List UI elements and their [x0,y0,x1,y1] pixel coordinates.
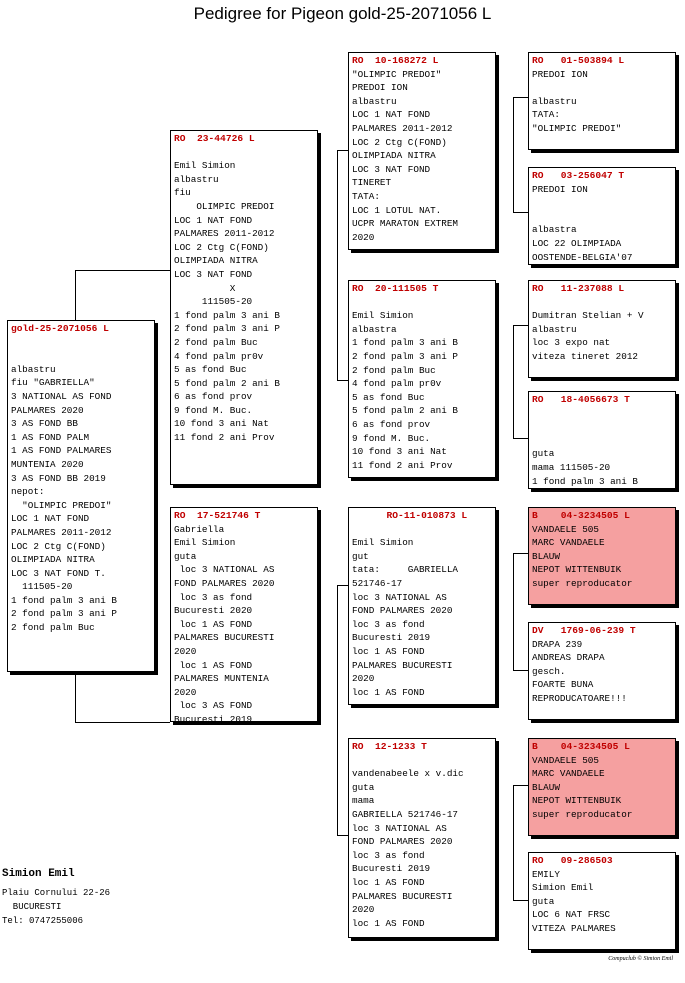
owner-phone: Tel: 0747255006 [2,916,84,926]
pigeon-detail-line: GABRIELLA 521746-17 [352,808,459,820]
ggp-dds-card [528,738,676,836]
connector-line [75,270,170,271]
pigeon-detail-line: loc 3 as fond [352,849,425,861]
pigeon-ring-id: RO 10-168272 L [352,55,439,66]
pigeon-detail-line: NEPOT WITTENBUIK [532,795,622,807]
pigeon-detail-line: albastra [352,323,397,335]
pigeon-detail-line: 1 fond palm 3 ani B [352,337,459,349]
dam-card [170,507,318,722]
pigeon-details [532,68,672,136]
pigeon-detail-line: LOC 3 NAT FOND [174,268,253,280]
pigeon-detail-line [352,296,492,310]
pigeon-detail-line: loc 3 NATIONAL AS [352,822,447,834]
pigeon-detail-line: FOND PALMARES 2020 [352,605,453,617]
pigeon-ring-id: gold-25-2071056 L [11,323,109,334]
pigeon-detail-line: 3 NATIONAL AS FOND [11,390,112,402]
pigeon-detail-line: Emil Simion [352,310,414,322]
ggp-ddd-card [528,852,676,950]
pigeon-detail-line: fiu [174,187,191,199]
connector-line [513,785,528,786]
pigeon-detail-line: loc 3 expo nat [532,337,611,349]
connector-line [513,97,514,212]
pigeon-detail-line: loc 3 as fond [352,618,425,630]
pigeon-detail-line: LOC 22 OLIMPIADA [532,237,622,249]
pigeon-detail-line: loc 3 AS FOND [174,700,253,712]
pigeon-details [532,868,672,936]
pigeon-details [532,754,672,822]
pigeon-detail-line: PALMARES BUCURESTI [352,890,453,902]
pigeon-detail-line: 4 fond palm pr0v [352,378,442,390]
pigeon-detail-line: PALMARES 2011-2012 [174,228,275,240]
pigeon-detail-line: NEPOT WITTENBUIK [532,564,622,576]
pigeon-detail-line: loc 1 AS FOND [174,618,253,630]
pigeon-ring-id: B 04-3234505 L [532,510,630,521]
pigeon-detail-line: BLAUW [532,781,560,793]
connector-line [75,722,170,723]
pigeon-detail-line: 111505-20 [11,581,73,593]
pigeon-detail-line [532,434,672,448]
pigeon-ring-id: RO 18-4056673 T [532,394,630,405]
connector-line [513,97,528,98]
pigeon-detail-line: 5 fond palm 2 ani B [174,377,281,389]
pigeon-detail-line: ANDREAS DRAPA [532,652,605,664]
ggp-sss-card [528,52,676,150]
pigeon-detail-line: loc 1 AS FOND [352,645,425,657]
pigeon-detail-line: 10 fond 3 ani Nat [174,418,269,430]
ggp-dss-card [528,507,676,605]
pigeon-detail-line: albastru [352,95,397,107]
pigeon-ring-id: B 04-3234505 L [532,741,630,752]
connector-line [337,380,348,381]
pigeon-detail-line: loc 3 as fond [174,591,253,603]
page-title: Pedigree for Pigeon gold-25-2071056 L [193,4,492,23]
connector-line [513,325,528,326]
pigeon-ring-id: RO 03-256047 T [532,170,625,181]
pigeon-detail-line [532,210,672,224]
pigeon-detail-line: 2 fond palm 3 ani P [352,350,459,362]
sire-card [170,130,318,485]
pigeon-detail-line: EMILY [532,868,560,880]
pigeon-detail-line [174,146,314,160]
connector-line [337,835,348,836]
connector-line [337,150,348,151]
pigeon-detail-line: LOC 1 LOTUL NAT. [352,204,442,216]
pigeon-detail-line: OLIMPIADA NITRA [352,150,436,162]
pigeon-detail-line: BLAUW [532,550,560,562]
pigeon-detail-line: 5 as fond Buc [352,391,425,403]
pigeon-detail-line: Bucuresti 2019 [352,863,431,875]
pigeon-detail-line: Bucuresti 2019 [352,632,431,644]
pigeon-detail-line: VITEZA PALMARES [532,922,616,934]
ggp-sds-card [528,280,676,378]
pigeon-detail-line: X [174,282,236,294]
pigeon-details [174,523,314,722]
pigeon-detail-line: 2020 [174,645,197,657]
pigeon-detail-line: 2 fond palm Buc [11,622,95,634]
pigeon-ring-id: RO 12-1233 T [352,741,427,752]
pigeon-detail-line: VANDAELE 505 [532,523,599,535]
pigeon-detail-line: PALMARES BUCURESTI [174,632,275,644]
pigeon-detail-line: 1 fond palm 3 ani B [174,309,281,321]
pigeon-detail-line: MUNTENIA 2020 [11,458,84,470]
connector-line [75,270,76,322]
connector-line [513,900,528,901]
pigeon-detail-line: 111505-20 [174,296,253,308]
ggp-dsd-card [528,622,676,720]
pigeon-detail-line: albastra [532,224,577,236]
connector-line [337,150,338,380]
pigeon-detail-line: LOC 2 Ctg C(FOND) [11,540,106,552]
pigeon-detail-line: 1 fond palm 3 ani B [11,594,118,606]
pigeon-detail-line: super reproducator [532,808,633,820]
pigeon-detail-line: albastru [532,323,577,335]
pigeon-detail-line: loc 1 AS FOND [174,659,253,671]
pigeon-detail-line: LOC 1 NAT FOND [11,513,90,525]
pigeon-detail-line: DRAPA 239 [532,638,583,650]
pigeon-detail-line: viteza tineret 2012 [532,350,639,362]
pigeon-detail-line: TATA: [352,190,380,202]
pigeon-detail-line: LOC 2 Ctg C(FOND) [352,136,447,148]
pigeon-ring-id: RO-11-010873 L [352,510,468,521]
pigeon-detail-line: "OLIMPIC PREDOI" [352,68,442,80]
pigeon-detail-line: albastru [532,95,577,107]
pigeon-ring-id: RO 17-521746 T [174,510,261,521]
pigeon-detail-line: Emil Simion [174,537,236,549]
pigeon-detail-line: PALMARES 2011-2012 [11,526,112,538]
pigeon-details [532,296,672,364]
pigeon-ring-id: RO 20-111505 T [352,283,439,294]
connector-line [513,438,528,439]
connector-line [337,585,338,835]
owner-address: Plaiu Cornului 22-26 [2,888,111,898]
ggp-sdd-card [528,391,676,489]
pigeon-details [532,638,672,706]
pigeon-detail-line: 6 as fond prov [174,391,253,403]
pigeon-details [352,296,492,473]
pigeon-detail-line: PALMARES BUCURESTI [352,659,453,671]
pigeon-detail-line: MARC VANDAELE [532,768,605,780]
pigeon-details [532,407,672,489]
pigeon-detail-line: OOSTENDE-BELGIA'07 [532,251,633,263]
pigeon-ring-id: RO 09-286503 [532,855,613,866]
pigeon-detail-line: 9 fond M. Buc. [174,404,253,416]
pigeon-detail-line: 1 fond palm 3 ani B [532,475,639,487]
pigeon-detail-line: fiu "GABRIELLA" [11,377,95,389]
pigeon-detail-line: 1 AS FOND PALMARES [11,445,112,457]
pigeon-detail-line [352,523,492,537]
pigeon-details [352,68,492,245]
pigeon-detail-line: LOC 1 NAT FOND [174,214,253,226]
pigeon-detail-line: gut [352,550,369,562]
pigeon-detail-line: 521746-17 [352,577,403,589]
pigeon-details [11,336,151,635]
pigeon-detail-line: "OLIMPIC PREDOI" [11,499,112,511]
connector-line [513,670,528,671]
pigeon-detail-line: 2020 [174,686,197,698]
pigeon-detail-line: MARC VANDAELE [532,537,605,549]
pigeon-detail-line: PREDOI ION [352,82,408,94]
pigeon-detail-line: REPRODUCATOARE!!! [532,692,627,704]
pigeon-details [532,183,672,265]
pigeon-details [352,754,492,931]
pigeon-detail-line: Gabriella [174,523,225,535]
pigeon-details [352,523,492,700]
pigeon-detail-line: PREDOI ION [532,183,588,195]
pigeon-detail-line: mama [352,795,375,807]
pigeon-detail-line: LOC 2 Ctg C(FOND) [174,241,269,253]
sire-dam-card [348,280,496,478]
pigeon-detail-line: UCPR MARATON EXTREM [352,218,459,230]
pigeon-detail-line: 9 fond M. Buc. [352,432,431,444]
connector-line [513,785,514,900]
pigeon-detail-line: LOC 6 NAT FRSC [532,909,611,921]
pigeon-detail-line: 2 fond palm 3 ani P [174,323,281,335]
pigeon-detail-line: 4 fond palm pr0v [174,350,264,362]
pigeon-detail-line [532,407,672,421]
pigeon-detail-line: FOND PALMARES 2020 [174,577,275,589]
pigeon-detail-line: 11 fond 2 ani Prov [352,459,453,471]
pigeon-detail-line: Emil Simion [352,537,414,549]
pigeon-detail-line: 2 fond palm Buc [352,364,436,376]
pigeon-detail-line: LOC 1 NAT FOND [352,109,431,121]
pigeon-detail-line: 2020 [352,673,375,685]
dam-dam-card [348,738,496,938]
pigeon-ring-id: RO 01-503894 L [532,55,625,66]
footer-credit: Compuclub © Simion Emil [608,956,673,962]
pigeon-detail-line: 2 fond palm Buc [174,336,258,348]
pigeon-detail-line: loc 1 AS FOND [352,876,425,888]
pigeon-detail-line: TINERET [352,177,392,189]
dam-sire-card [348,507,496,705]
pigeon-detail-line [11,336,151,350]
pigeon-detail-line: PALMARES 2011-2012 [352,122,453,134]
pigeon-detail-line: guta [352,781,375,793]
pigeon-detail-line [532,81,672,95]
connector-line [513,553,514,670]
pigeon-detail-line: Bucuresti 2020 [174,605,253,617]
pigeon-detail-line: Emil Simion [174,160,236,172]
pigeon-detail-line: OLIMPIADA NITRA [174,255,258,267]
pigeon-detail-line: PREDOI ION [532,68,588,80]
pigeon-detail-line: guta [174,550,197,562]
pigeon-detail-line: Simion Emil [532,882,594,894]
pigeon-detail-line [532,420,672,434]
pigeon-detail-line: 6 as fond prov [352,418,431,430]
pigeon-ring-id: RO 23-44726 L [174,133,255,144]
pigeon-detail-line: 2 fond palm 3 ani P [11,608,118,620]
pigeon-detail-line: FOARTE BUNA [532,679,594,691]
pigeon-detail-line: super reproducator [532,577,633,589]
pigeon-detail-line: 5 as fond Buc [174,364,247,376]
pigeon-detail-line: 2020 [352,231,375,243]
pigeon-ring-id: RO 11-237088 L [532,283,625,294]
connector-line [513,212,528,213]
pigeon-detail-line: guta [532,448,555,460]
sire-sire-card [348,52,496,250]
pigeon-detail-line: OLIMPIADA NITRA [11,554,95,566]
connector-line [75,672,76,722]
pigeon-detail-line: Bucuresti 2019 [174,713,253,722]
pigeon-detail-line [352,754,492,768]
pigeon-details [532,523,672,591]
pigeon-detail-line: 5 fond palm 2 ani B [352,405,459,417]
pigeon-details [174,146,314,445]
pigeon-detail-line: OLIMPIC PREDOI [174,200,275,212]
pigeon-detail-line: loc 3 NATIONAL AS [352,591,447,603]
pigeon-detail-line: loc 1 AS FOND [352,686,425,698]
pigeon-detail-line: vandenabeele x v.dic [352,768,464,780]
pigeon-detail-line: LOC 3 NAT FOND T. [11,567,106,579]
pigeon-detail-line: PALMARES 2020 [11,404,84,416]
pigeon-detail-line: VANDAELE 505 [532,754,599,766]
pigeon-detail-line: loc 1 AS FOND [352,917,425,929]
pigeon-detail-line: guta [532,895,555,907]
pigeon-detail-line: Dumitran Stelian + V [532,310,644,322]
pigeon-detail-line: loc 3 NATIONAL AS [174,564,275,576]
pigeon-detail-line [11,349,151,363]
pigeon-detail-line: "OLIMPIC PREDOI" [532,122,622,134]
pigeon-detail-line: 11 fond 2 ani Prov [174,432,275,444]
pigeon-detail-line [532,296,672,310]
connector-line [513,553,528,554]
pigeon-detail-line: gesch. [532,665,566,677]
connector-line [337,585,348,586]
pigeon-detail-line: PALMARES MUNTENIA [174,673,269,685]
pigeon-detail-line: 1 AS FOND PALM [11,431,90,443]
connector-line [513,325,514,438]
pigeon-detail-line: FOND PALMARES 2020 [352,836,453,848]
pigeon-ring-id: DV 1769-06-239 T [532,625,636,636]
pigeon-detail-line: 3 AS FOND BB 2019 [11,472,106,484]
pigeon-detail-line: nepot: [11,486,45,498]
pigeon-detail-line: albastru [11,363,56,375]
pigeon-detail-line: 10 fond 3 ani Nat [352,446,447,458]
subject-pigeon-card [7,320,155,672]
pigeon-detail-line: mama 111505-20 [532,461,611,473]
owner-city: BUCURESTI [2,902,62,912]
pigeon-detail-line [532,196,672,210]
pigeon-detail-line: 3 AS FOND BB [11,418,78,430]
pigeon-detail-line: TATA: [532,109,560,121]
pigeon-detail-line: 2020 [352,904,375,916]
pigeon-detail-line: LOC 3 NAT FOND [352,163,431,175]
pigeon-detail-line: tata: GABRIELLA [352,564,459,576]
pigeon-detail-line: albastru [174,173,219,185]
ggp-ssd-card [528,167,676,265]
owner-name: Simion Emil [2,868,75,880]
